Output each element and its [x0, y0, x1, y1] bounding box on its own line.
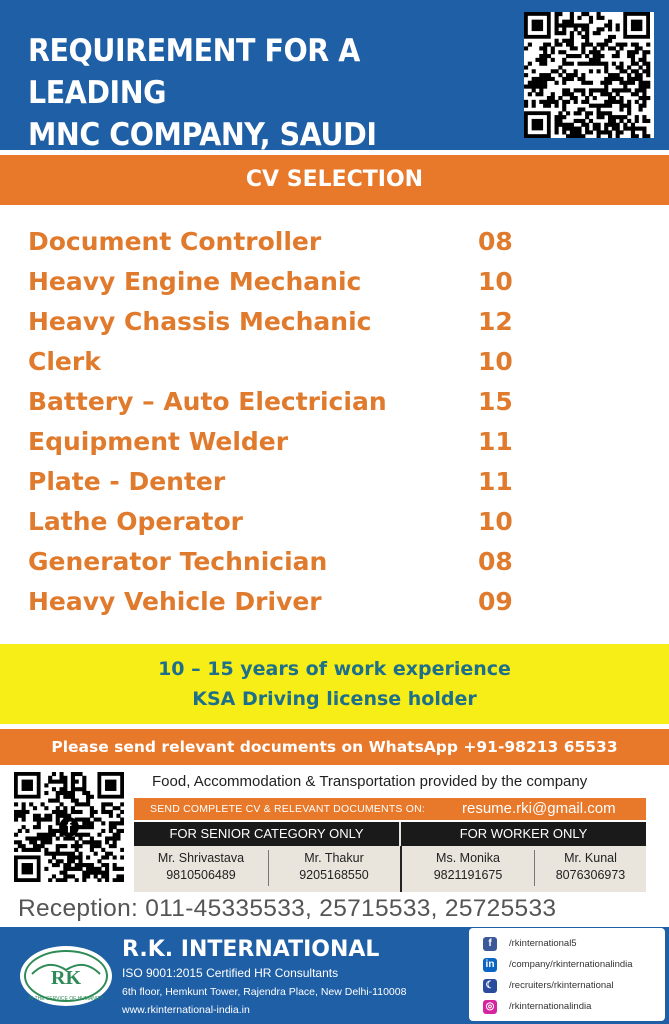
- contact-phone[interactable]: 9810506489: [166, 868, 236, 882]
- cv-selection-bar: CV SELECTION: [0, 155, 669, 205]
- contact-phone[interactable]: 9205168550: [299, 868, 369, 882]
- send-cv-bar: [134, 798, 646, 820]
- iso-certification: ISO 9001:2015 Certified HR Consultants: [122, 966, 339, 980]
- position-count: 15: [478, 387, 513, 416]
- position-row: [0, 582, 669, 622]
- svg-text:RK: RK: [51, 967, 81, 989]
- contact-name: Mr. Thakur: [304, 851, 364, 865]
- position-count: 09: [478, 587, 513, 616]
- position-row: [0, 342, 669, 382]
- company-address: 6th floor, Hemkunt Tower, Rajendra Place, New Delhi-110008: [122, 986, 407, 998]
- reception-phones: Reception: 011-45335533, 25715533, 25725533: [18, 895, 557, 922]
- website-link[interactable]: www.rkinternational-india.in: [122, 1004, 250, 1016]
- experience-requirement: 10 – 15 years of work experience: [158, 658, 511, 680]
- social-handle: /rkinternational5: [509, 938, 577, 949]
- position-title: Plate - Denter: [28, 467, 226, 496]
- position-title: Heavy Vehicle Driver: [28, 587, 322, 616]
- worker-category-header: FOR WORKER ONLY: [401, 822, 646, 846]
- company-name: R.K. INTERNATIONAL: [122, 937, 380, 962]
- contact-person: [269, 850, 399, 890]
- senior-category-header: FOR SENIOR CATEGORY ONLY: [134, 822, 399, 846]
- position-row: [0, 262, 669, 302]
- social-links: [469, 928, 665, 1021]
- position-row: [0, 462, 669, 502]
- position-title: Lathe Operator: [28, 507, 243, 536]
- facebook-icon: f: [483, 937, 497, 951]
- position-count: 10: [478, 347, 513, 376]
- email-link[interactable]: resume.rki@gmail.com: [462, 800, 616, 817]
- social-handle: /rkinternationalindia: [509, 1001, 592, 1012]
- social-handle: /company/rkinternationalindia: [509, 959, 633, 970]
- position-row: [0, 502, 669, 542]
- requirements-block: [0, 644, 669, 724]
- social-link[interactable]: [483, 955, 663, 975]
- linkedin-icon: in: [483, 958, 497, 972]
- contact-person: [134, 850, 268, 890]
- contact-name: Mr. Kunal: [564, 851, 617, 865]
- position-title: Heavy Engine Mechanic: [28, 267, 362, 296]
- position-title: Heavy Chassis Mechanic: [28, 307, 372, 336]
- position-row: [0, 382, 669, 422]
- position-title: Document Controller: [28, 227, 322, 256]
- recruiters-icon: ☾: [483, 979, 497, 993]
- rk-logo: [18, 944, 114, 1008]
- svg-text:IN THE SERVICE OF HUMANITY: IN THE SERVICE OF HUMANITY: [28, 996, 104, 1002]
- whatsapp-note: Please send relevant documents on WhatsApp +91-98213 65533: [0, 729, 669, 765]
- contact-person: [535, 850, 646, 890]
- qr-code-top: [524, 12, 654, 138]
- social-link[interactable]: [483, 934, 663, 954]
- position-title: Equipment Welder: [28, 427, 289, 456]
- instagram-icon: ◎: [483, 1000, 497, 1014]
- position-count: 08: [478, 227, 513, 256]
- position-row: [0, 422, 669, 462]
- contact-phone[interactable]: 8076306973: [555, 868, 626, 882]
- position-row: [0, 222, 669, 262]
- position-row: [0, 542, 669, 582]
- contact-person: [402, 850, 534, 890]
- position-count: 11: [478, 467, 513, 496]
- social-handle: /recruiters/rkinternational: [509, 980, 614, 991]
- benefits-note: Food, Accommodation & Transportation provided by the company: [152, 773, 588, 790]
- contacts-table: [134, 822, 646, 892]
- contact-name: Ms. Monika: [436, 851, 500, 865]
- svg-text:f: f: [66, 820, 72, 837]
- send-cv-label: SEND COMPLETE CV & RELEVANT DOCUMENTS ON:: [150, 803, 426, 815]
- position-count: 08: [478, 547, 513, 576]
- contact-phone[interactable]: 9821191675: [433, 868, 503, 882]
- position-count: 12: [478, 307, 513, 336]
- title-line-1: REQUIREMENT FOR A LEADING: [28, 33, 360, 111]
- position-row: [0, 302, 669, 342]
- social-link[interactable]: [483, 997, 663, 1017]
- position-title: Battery – Auto Electrician: [28, 387, 387, 416]
- position-title: Clerk: [28, 347, 101, 376]
- position-count: 10: [478, 267, 513, 296]
- position-title: Generator Technician: [28, 547, 328, 576]
- position-count: 11: [478, 427, 513, 456]
- contact-name: Mr. Shrivastava: [157, 851, 245, 865]
- license-requirement: KSA Driving license holder: [192, 688, 477, 710]
- position-count: 10: [478, 507, 513, 536]
- qr-code-bottom: [14, 772, 124, 882]
- social-link[interactable]: [483, 976, 663, 996]
- title-line-2: MNC COMPANY, SAUDI: [28, 117, 377, 153]
